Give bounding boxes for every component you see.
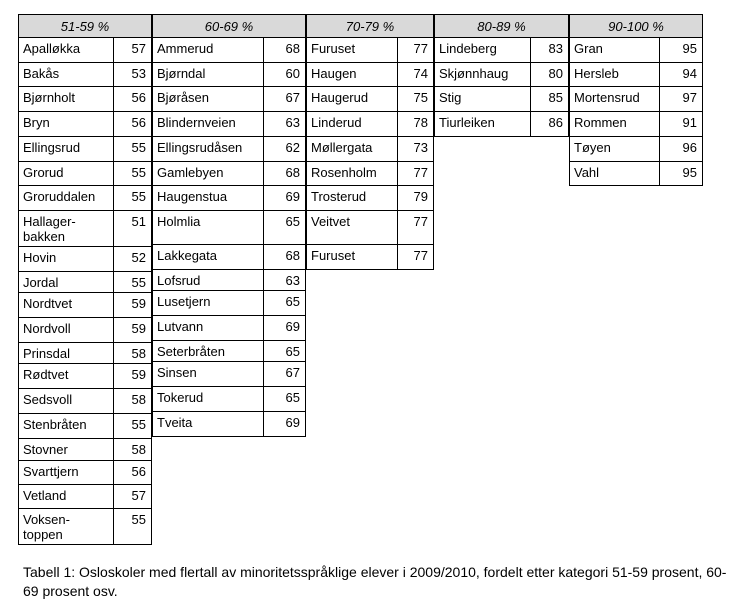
school-name: Prinsdal: [19, 343, 114, 364]
table-row: [19, 414, 152, 439]
school-percent: 53: [114, 63, 152, 87]
table-row: [153, 291, 306, 316]
school-name: Tøyen: [570, 137, 660, 162]
table-row: [153, 186, 306, 211]
school-name: Lutvann: [153, 316, 264, 341]
table-row: [153, 63, 306, 87]
table-row: [19, 509, 152, 545]
school-name: Stovner: [19, 439, 114, 461]
table-row: [153, 341, 306, 362]
group-table-51-59: [18, 14, 152, 545]
school-name: Furuset: [307, 245, 398, 270]
school-name: Haugen: [307, 63, 398, 87]
school-percent: 55: [114, 137, 152, 162]
table-row: [570, 162, 703, 186]
school-percent: 77: [398, 211, 434, 245]
school-name: Gran: [570, 38, 660, 63]
school-name: Sinsen: [153, 362, 264, 387]
school-percent: 79: [398, 186, 434, 211]
group-header: 51-59 %: [19, 15, 152, 38]
school-percent: 62: [263, 137, 305, 162]
school-name: Holmlia: [153, 211, 264, 245]
table-row: [570, 137, 703, 162]
school-name: Nordtvet: [19, 293, 114, 318]
school-name: Seterbråten: [153, 341, 264, 362]
school-name: Nordvoll: [19, 318, 114, 343]
table-row: [153, 112, 306, 137]
group-header: 70-79 %: [307, 15, 434, 38]
table-row: [19, 318, 152, 343]
school-name: Lakkegata: [153, 245, 264, 270]
school-name: Veitvet: [307, 211, 398, 245]
table-row: [435, 63, 569, 87]
school-name: Lofsrud: [153, 270, 264, 291]
school-name: Bakås: [19, 63, 114, 87]
school-percent: 83: [531, 38, 569, 63]
school-percent: 97: [659, 87, 702, 112]
school-percent: 55: [114, 162, 152, 186]
school-name: Voksen- toppen: [19, 509, 114, 545]
school-percent: 57: [114, 485, 152, 509]
table-row: [307, 63, 434, 87]
table-row: [19, 364, 152, 389]
school-name: Sedsvoll: [19, 389, 114, 414]
school-name: Groruddalen: [19, 186, 114, 211]
group-table-60-69: [152, 14, 306, 437]
school-name: Furuset: [307, 38, 398, 63]
school-percent: 80: [531, 63, 569, 87]
table-row: [19, 137, 152, 162]
table-row: [19, 485, 152, 509]
school-percent: 56: [114, 461, 152, 485]
group-header: 60-69 %: [153, 15, 306, 38]
school-name: Linderud: [307, 112, 398, 137]
group-header: 80-89 %: [435, 15, 569, 38]
table-row: [19, 186, 152, 211]
school-name: Gamlebyen: [153, 162, 264, 186]
group-table-90-100: [569, 14, 703, 186]
school-percent: 55: [114, 186, 152, 211]
table-row: [153, 137, 306, 162]
school-name: Svarttjern: [19, 461, 114, 485]
school-name: Hallager- bakken: [19, 211, 114, 247]
school-percent: 65: [263, 387, 305, 412]
school-percent: 67: [263, 362, 305, 387]
school-percent: 73: [398, 137, 434, 162]
school-name: Vahl: [570, 162, 660, 186]
school-percent: 96: [659, 137, 702, 162]
group-header: 90-100 %: [570, 15, 703, 38]
school-name: Lindeberg: [435, 38, 531, 63]
table-row: [307, 112, 434, 137]
school-name: Vetland: [19, 485, 114, 509]
school-percent: 78: [398, 112, 434, 137]
school-percent: 77: [398, 38, 434, 63]
school-percent: 68: [263, 245, 305, 270]
table-row: [19, 112, 152, 137]
school-percent: 55: [114, 414, 152, 439]
table-caption: Tabell 1: Osloskoler med flertall av minoritetsspråklige elever i 2009/2010, fordelt etter kategori 51-59 prosent, 60-69 prosent osv.: [23, 564, 727, 599]
school-name: Trosterud: [307, 186, 398, 211]
group-table-70-79: [306, 14, 434, 270]
school-percent: 59: [114, 293, 152, 318]
school-percent: 65: [263, 211, 305, 245]
table-row: [153, 211, 306, 245]
school-percent: 77: [398, 162, 434, 186]
table-row: [435, 112, 569, 137]
school-percent: 56: [114, 87, 152, 112]
school-percent: 74: [398, 63, 434, 87]
school-percent: 55: [114, 509, 152, 545]
table-row: [19, 63, 152, 87]
table-row: [307, 38, 434, 63]
table-row: [435, 87, 569, 112]
table-row: [19, 162, 152, 186]
school-name: Grorud: [19, 162, 114, 186]
school-percent: 63: [263, 112, 305, 137]
table-row: [435, 38, 569, 63]
school-percent: 91: [659, 112, 702, 137]
school-name: Bjørndal: [153, 63, 264, 87]
table-row: [307, 87, 434, 112]
school-percent: 59: [114, 318, 152, 343]
school-percent: 68: [263, 162, 305, 186]
table-row: [19, 272, 152, 293]
school-percent: 51: [114, 211, 152, 247]
table-row: [570, 38, 703, 63]
school-name: Hovin: [19, 247, 114, 272]
table-row: [153, 38, 306, 63]
table-row: [307, 162, 434, 186]
school-name: Haugenstua: [153, 186, 264, 211]
school-percent: 69: [263, 412, 305, 437]
table-row: [19, 38, 152, 63]
table-row: [570, 112, 703, 137]
table-row: [19, 439, 152, 461]
school-percent: 65: [263, 291, 305, 316]
table-row: [19, 211, 152, 247]
table-row: [307, 245, 434, 270]
school-percent: 56: [114, 112, 152, 137]
school-percent: 58: [114, 343, 152, 364]
school-percent: 75: [398, 87, 434, 112]
table-row: [153, 87, 306, 112]
school-percent: 68: [263, 38, 305, 63]
school-name: Rommen: [570, 112, 660, 137]
table-row: [153, 162, 306, 186]
school-percent: 65: [263, 341, 305, 362]
school-percent: 57: [114, 38, 152, 63]
school-name: Bryn: [19, 112, 114, 137]
school-percent: 52: [114, 247, 152, 272]
school-percent: 69: [263, 186, 305, 211]
school-percent: 63: [263, 270, 305, 291]
school-name: Hersleb: [570, 63, 660, 87]
school-percent: 77: [398, 245, 434, 270]
school-name: Ellingsrud: [19, 137, 114, 162]
table-row: [153, 245, 306, 270]
school-name: Rødtvet: [19, 364, 114, 389]
school-name: Rosenholm: [307, 162, 398, 186]
school-name: Ammerud: [153, 38, 264, 63]
table-row: [19, 87, 152, 112]
school-percent: 95: [659, 38, 702, 63]
table-row: [307, 211, 434, 245]
table-row: [19, 461, 152, 485]
school-name: Skjønnhaug: [435, 63, 531, 87]
table-row: [19, 389, 152, 414]
school-name: Apalløkka: [19, 38, 114, 63]
school-name: Blindernveien: [153, 112, 264, 137]
table-row: [307, 137, 434, 162]
table-row: [153, 316, 306, 341]
school-name: Møllergata: [307, 137, 398, 162]
school-name: Bjørnholt: [19, 87, 114, 112]
school-percent: 94: [659, 63, 702, 87]
table-row: [153, 270, 306, 291]
school-percent: 58: [114, 389, 152, 414]
group-table-80-89: [434, 14, 569, 137]
table-row: [19, 247, 152, 272]
school-percent: 69: [263, 316, 305, 341]
school-name: Tveita: [153, 412, 264, 437]
school-percent: 85: [531, 87, 569, 112]
school-percent: 67: [263, 87, 305, 112]
table-row: [307, 186, 434, 211]
school-name: Stig: [435, 87, 531, 112]
school-percent: 60: [263, 63, 305, 87]
school-percent: 86: [531, 112, 569, 137]
table-row: [19, 343, 152, 364]
school-percent: 55: [114, 272, 152, 293]
school-name: Tiurleiken: [435, 112, 531, 137]
school-percent: 95: [659, 162, 702, 186]
school-percent: 59: [114, 364, 152, 389]
table-row: [153, 412, 306, 437]
school-name: Tokerud: [153, 387, 264, 412]
school-name: Stenbråten: [19, 414, 114, 439]
school-name: Jordal: [19, 272, 114, 293]
table-row: [570, 63, 703, 87]
table-row: [19, 293, 152, 318]
table-row: [153, 387, 306, 412]
school-name: Haugerud: [307, 87, 398, 112]
school-name: Ellingsrudåsen: [153, 137, 264, 162]
school-name: Bjøråsen: [153, 87, 264, 112]
school-name: Mortensrud: [570, 87, 660, 112]
table-row: [153, 362, 306, 387]
school-percent: 58: [114, 439, 152, 461]
table-row: [570, 87, 703, 112]
school-name: Lusetjern: [153, 291, 264, 316]
